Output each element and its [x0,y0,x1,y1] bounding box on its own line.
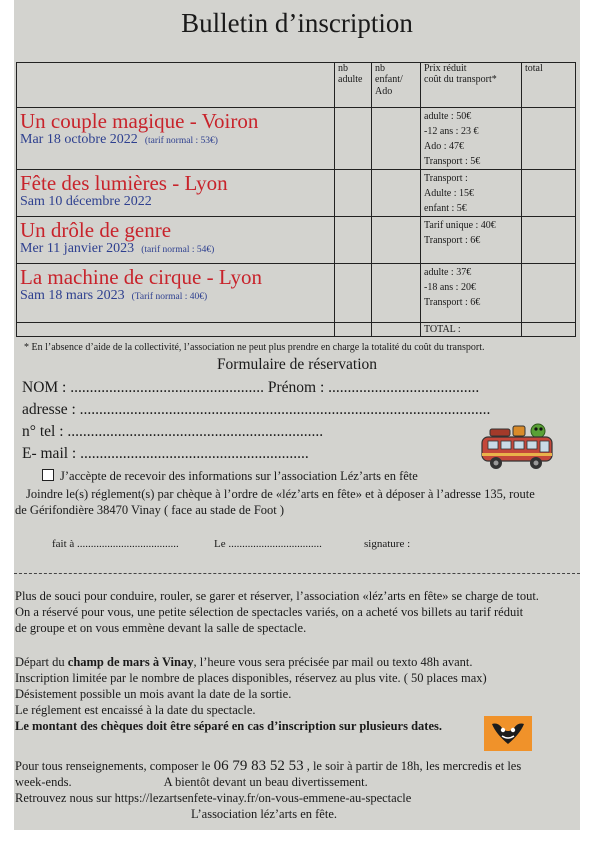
header-nb-adulte: nb adulte [335,63,372,108]
contact-line-1: Pour tous renseignements, composer le 06 79 83 52 53 , le soir à partir de 18h, les mercredis et les [15,758,522,774]
empty-cell [17,323,335,337]
event-title: La machine de cirque - Lyon [20,265,262,289]
form-title: Formulaire de réservation [216,356,378,373]
header-nb-enfant: nb enfant/ Ado [372,63,421,108]
header-event [17,63,335,108]
email-field[interactable]: E- mail : ........................................................... [22,445,309,462]
info-intro: Plus de souci pour conduire, rouler, se garer et réserver, l’association «léz’arts en fête» se charge de tout. On a réservé pour vous, une petite sélection de spectacles variés, on a acheté vos billets au tarif réduit de groupe et on vous emmène devant la salle de spectacle. [15,589,539,635]
payment-instructions-line-1: Joindre le(s) réglement(s) par chèque à l’ordre de «léz’arts en fête» et à déposer à l’adresse 135, route [26,487,535,501]
nb-enfant-input[interactable] [372,264,421,323]
event-cell [17,217,335,264]
cash-line: Le réglement est encaissé à la date du spectacle. [15,703,256,717]
nb-enfant-input[interactable] [372,170,421,217]
table-row-event-3 [17,217,576,264]
event-cell [17,264,335,323]
event-date: Sam 18 mars 2023 (Tarif normal : 40€) [20,288,208,303]
nb-adulte-input[interactable] [335,264,372,323]
total-input[interactable] [522,264,576,323]
fait-a-field[interactable]: fait à ..................................... [52,538,179,550]
event-date: Sam 10 décembre 2022 [20,194,152,209]
contact-line-2: week-ends. A bientôt devant un beau divertissement. [15,775,368,789]
event-tarif-note: (Tarif normal : 40€) [131,292,208,302]
signature-field[interactable]: signature : [364,538,411,550]
depart-line: Départ du champ de mars à Vinay, l’heure vous sera précisée par mail ou texto 48h avant. [15,655,473,669]
table-row-event-1 [17,108,576,170]
signoff: L’association léz’arts en fête. [191,807,338,821]
event-tarif-note: (tarif normal : 54€) [141,245,215,255]
flyer-page [14,0,580,830]
events-table [16,62,576,337]
nom-prenom-field[interactable]: NOM : .................................................. Prénom : ....................................... [22,379,480,396]
event-date: Mer 11 janvier 2023 (tarif normal : 54€) [20,241,215,256]
price-cell: Transport : Adulte : 15€ enfant : 5€ [421,170,522,217]
event-cell [17,170,335,217]
event-title: Un couple magique - Voiron [20,109,259,133]
price-cell: Tarif unique : 40€ Transport : 6€ [421,217,522,264]
header-total: total [522,63,576,108]
website-line: Retrouvez nous sur https://lezartsenfete-vinay.fr/on-vous-emmene-au-spectacle [15,791,412,805]
desist-line: Désistement possible un mois avant la date de la sortie. [15,687,292,701]
transport-footnote: * En l’absence d’aide de la collectivité, l’association ne peut plus prendre en charge la totalité du coût du transport. [24,342,485,353]
association-logo-icon [484,716,532,751]
table-header-row [17,63,576,108]
empty-cell [335,323,372,337]
nb-enfant-input[interactable] [372,108,421,170]
event-title: Un drôle de genre [20,218,172,242]
date-field[interactable]: Le .................................. [214,538,322,550]
newsletter-consent[interactable] [42,469,418,484]
total-input[interactable] [522,217,576,264]
total-input[interactable] [522,170,576,217]
header-prix: Prix réduit coût du transport* [421,63,522,108]
total-label: TOTAL : [421,323,522,337]
table-row-event-2 [17,170,576,217]
empty-cell [372,323,421,337]
phone-number: 06 79 83 52 53 [213,758,304,774]
payment-instructions-line-2: de Gérifondière 38470 Vinay ( face au stade de Foot ) [15,503,285,517]
event-cell [17,108,335,170]
nb-enfant-input[interactable] [372,217,421,264]
cheque-warning-line: Le montant des chèques doit être séparé en cas d’inscription sur plusieurs dates. [15,719,442,733]
bus-with-luggage-icon [480,419,556,471]
consent-checkbox[interactable] [42,469,54,481]
table-row-event-4 [17,264,576,323]
nb-adulte-input[interactable] [335,170,372,217]
grand-total-input[interactable] [522,323,576,337]
limit-line: Inscription limitée par le nombre de places disponibles, réservez au plus vite. ( 50 places max) [15,671,487,685]
adresse-field[interactable]: adresse : .......................................................................................................... [22,401,491,418]
consent-label: J’accèpte de recevoir des informations sur l’association Léz’arts en fête [60,469,418,483]
cut-line-divider [14,573,580,574]
nb-adulte-input[interactable] [335,217,372,264]
info-details [15,654,487,734]
total-input[interactable] [522,108,576,170]
table-total-row [17,323,576,337]
tel-field[interactable]: n° tel : .................................................................. [22,423,324,440]
page-title: Bulletin d’inscription [181,8,413,38]
price-cell: adulte : 37€ -18 ans : 20€ Transport : 6€ [421,264,522,323]
price-cell: adulte : 50€ -12 ans : 23 € Ado : 47€ Transport : 5€ [421,108,522,170]
event-title: Fête des lumières - Lyon [20,171,228,195]
contact-block [15,758,521,822]
event-date: Mar 18 octobre 2022 (tarif normal : 53€) [20,132,218,147]
event-tarif-note: (tarif normal : 53€) [144,136,218,146]
nb-adulte-input[interactable] [335,108,372,170]
